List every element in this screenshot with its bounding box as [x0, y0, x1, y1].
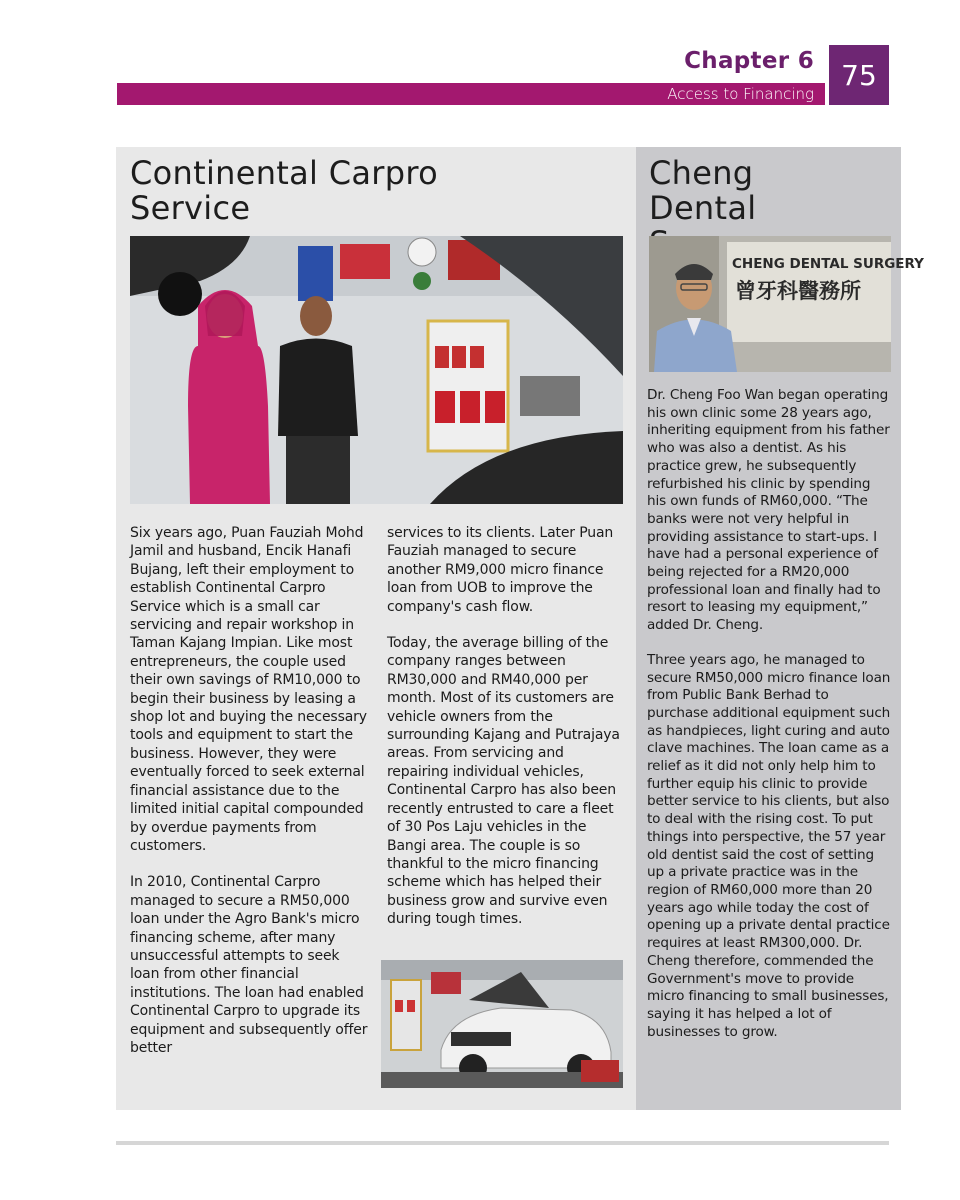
clinic-sign-chinese: 曾牙科醫務所 — [735, 279, 861, 303]
clinic-sign-text: CHENG DENTAL SURGERY — [732, 256, 924, 272]
left-story-paragraph: In 2010, Continental Carpro managed to secure a RM50,000 loan under the Agro Bank's micro financing scheme, after many unsuccessful attempts to seek loan from other financial institutions. The loan had enabled Continental Carpro to upgrade its equipment and subsequently offer better — [130, 874, 368, 1056]
page-number: 75 — [829, 45, 889, 105]
right-story-title: Cheng Dental — [649, 154, 757, 227]
chapter-title: Chapter 6 — [684, 48, 814, 74]
left-story-title: Continental Carpro Service — [130, 154, 438, 227]
left-story-paragraph: Today, the average billing of the company ranges between RM30,000 and RM40,000 per month. Most of its customers are vehicle owners from the surrounding Kajang and Putrajaya areas. From servicing and repairing individual vehicles, Continental Carpro has also been recently entrusted to care a fleet of 30 Pos Laju vehicles in the Bangi area. The couple is so thankful to the micro financing scheme which has helped their business grow and survive even during tough times. — [387, 635, 620, 928]
workshop-couple-photo — [130, 236, 623, 504]
footer-divider — [116, 1141, 889, 1145]
left-story-paragraph: services to its clients. Later Puan Fauziah managed to secure another RM9,000 micro finance loan from UOB to improve the company's cash flow. — [387, 525, 614, 615]
right-story-paragraph: Dr. Cheng Foo Wan began operating his own clinic some 28 years ago, inheriting equipment from his father who was also a dentist. As his practice grew, he subsequently refurbished his clinic by spending his own funds of RM60,000. “The banks were not very helpful in providing assistance to start-ups. I have had a personal experience of being rejected for a RM20,000 professional loan and finally had to resort to leasing my equipment,” added Dr. Cheng. — [647, 387, 890, 634]
right-story-column — [647, 387, 891, 1058]
left-story-column-1 — [130, 524, 370, 1075]
left-story-column-2 — [387, 524, 623, 947]
dentist-portrait-photo — [649, 236, 924, 372]
left-story-paragraph: Six years ago, Puan Fauziah Mohd Jamil and husband, Encik Hanafi Bujang, left their employment to establish Continental Carpro Service which is a small car servicing and repair workshop in Taman Kajang Impian. Like most entrepreneurs, the couple used their own savings of RM10,000 to begin their business by leasing a shop lot and buying the necessary tools and equipment to start the business. However, they were eventually forced to seek external financial assistance due to the limited initial capital compounded by overdue payments from customers. — [130, 525, 367, 854]
right-story-paragraph: Three years ago, he managed to secure RM50,000 micro finance loan from Public Bank Berhad to purchase additional equipment such as handpieces, light curing and auto clave machines. The loan came as a relief as it did not only help him to further equip his clinic to provide better service to his clients, but also to deal with the rising cost. To put things into perspective, the 57 year old dentist said the cost of setting up a private practice was in the region of RM60,000 more than 20 years ago while today the cost of opening up a private dental practice requires at least RM300,000. Dr. Cheng therefore, commended the Government's move to provide micro financing to small businesses, saying it has helped a lot of businesses to grow. — [647, 651, 891, 1040]
car-workshop-photo — [381, 960, 623, 1088]
chapter-subtitle: Access to Financing — [667, 85, 814, 103]
